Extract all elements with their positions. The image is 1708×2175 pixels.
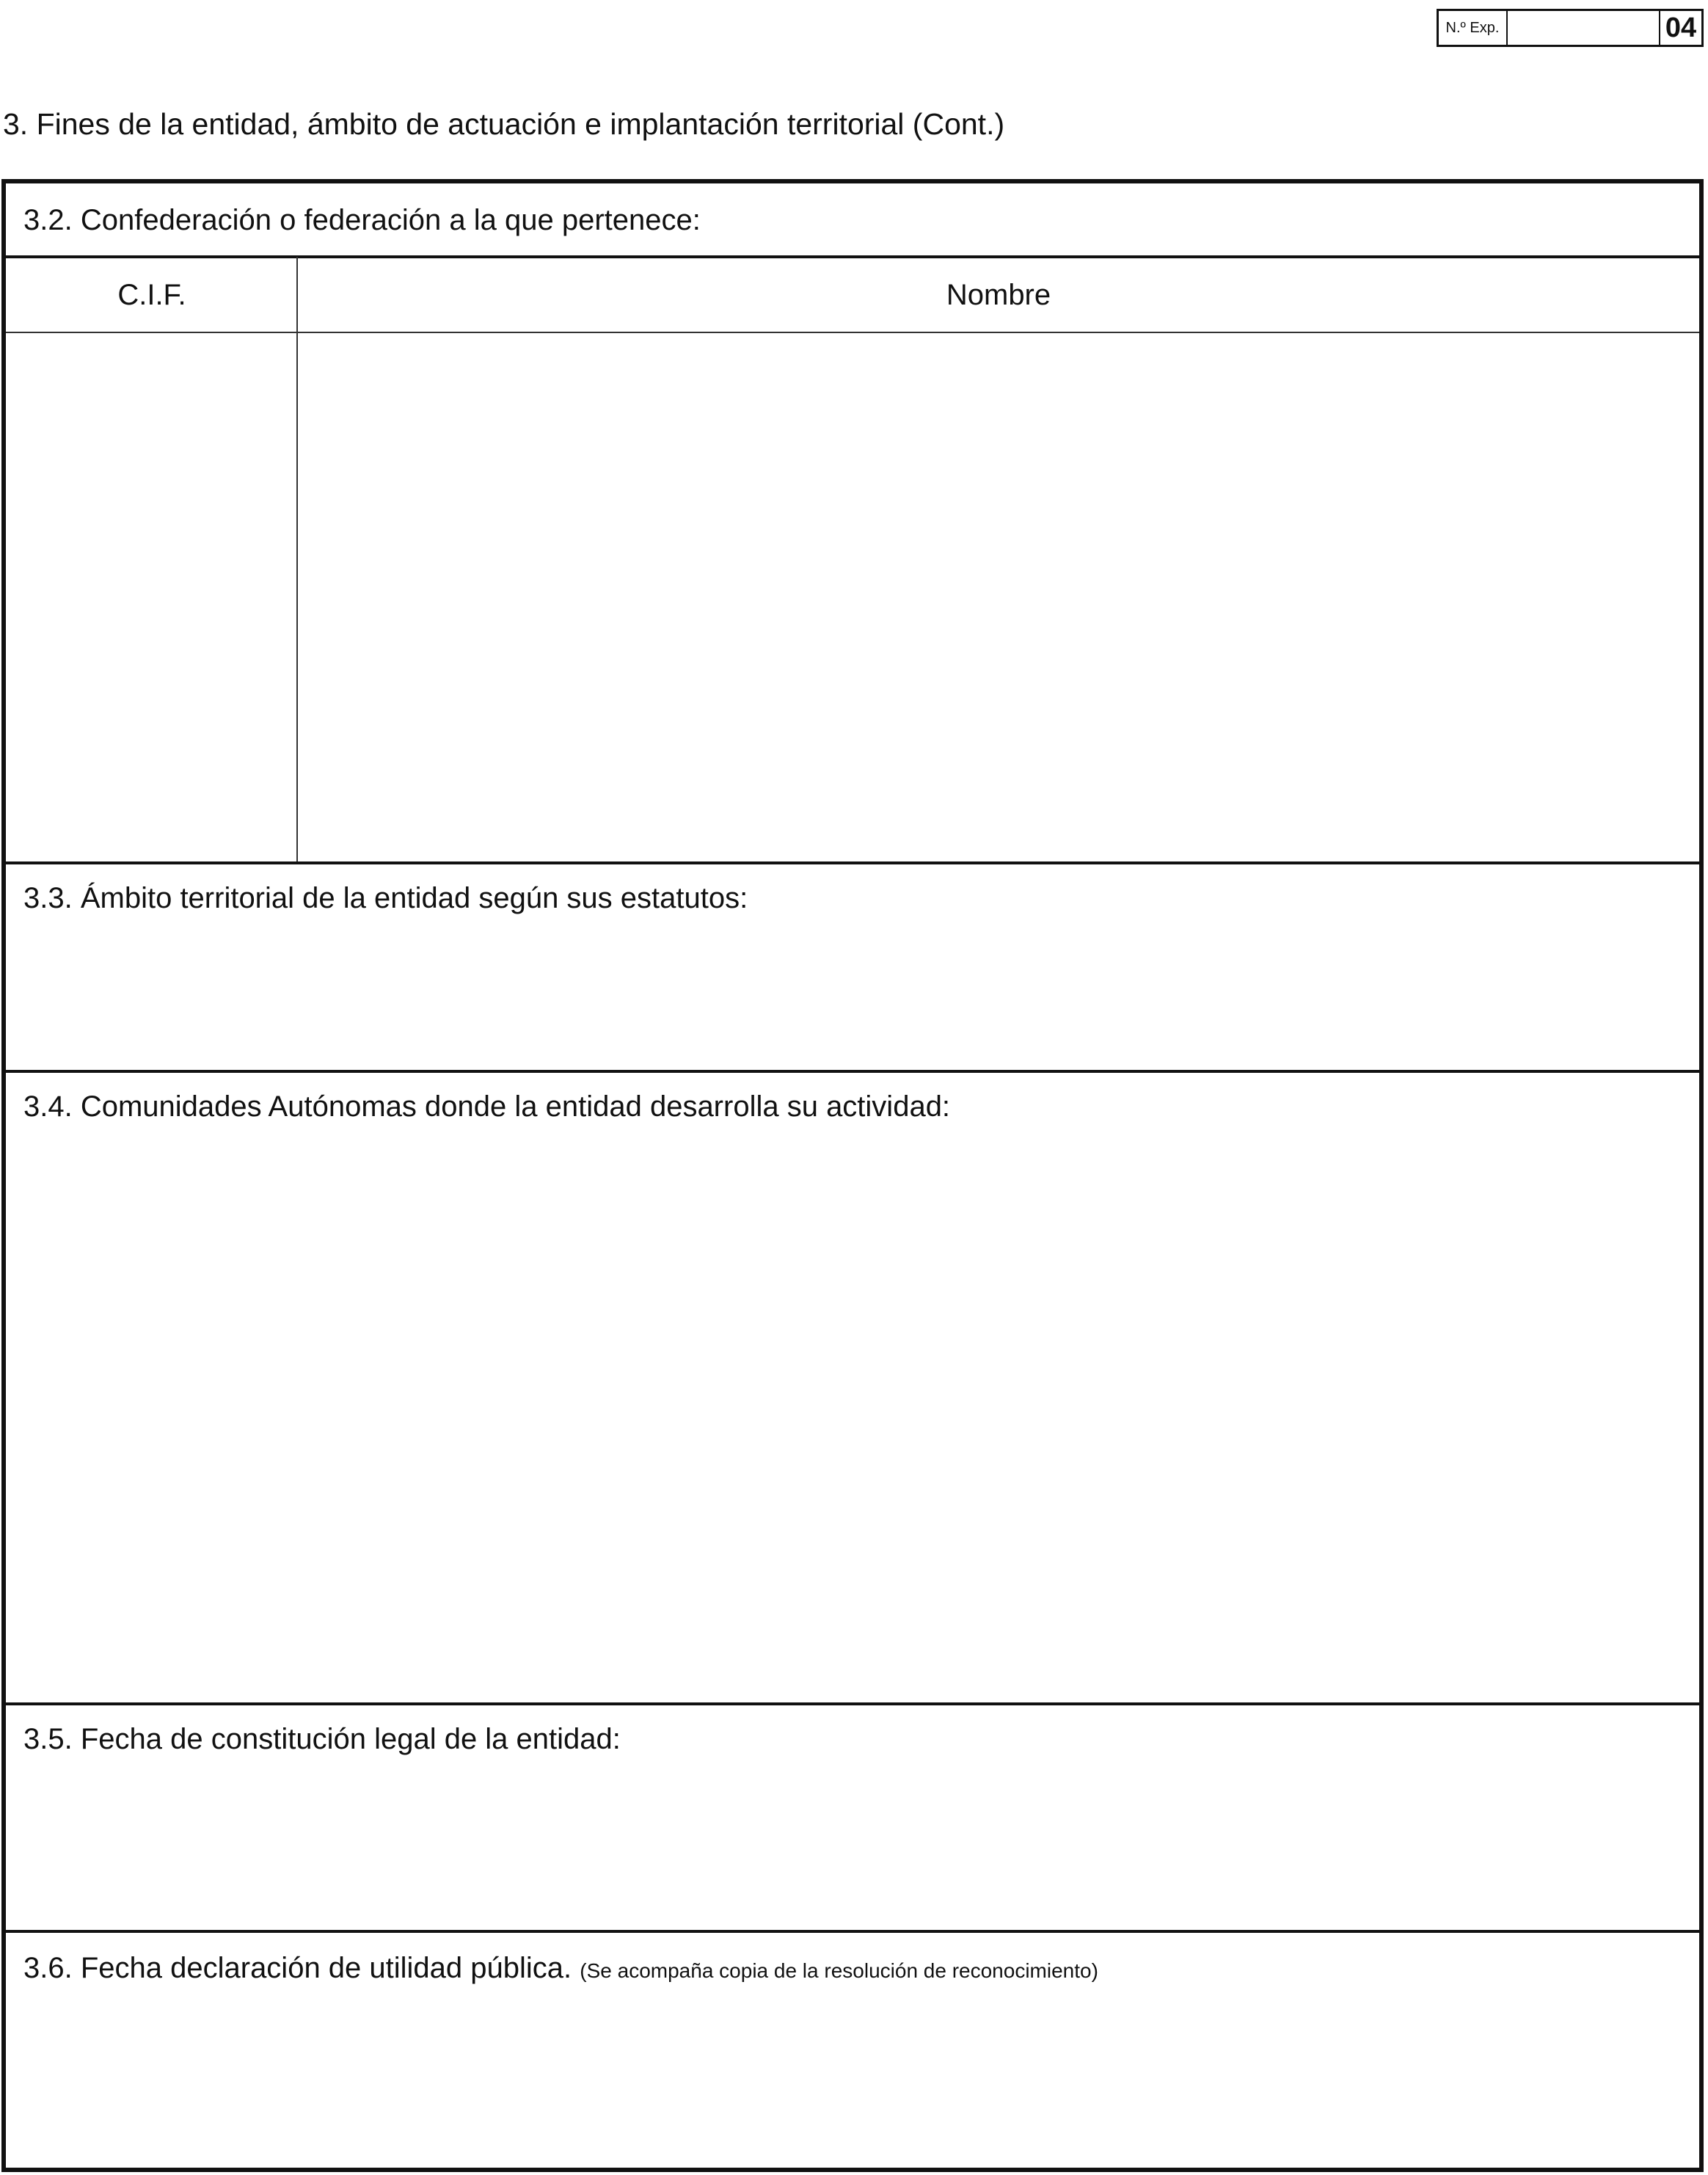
comunidades-autonomas-label: 3.4. Comunidades Autónomas donde la entidad desarrolla su actividad:: [23, 1090, 951, 1123]
comunidades-autonomas-field[interactable]: [6, 1140, 1699, 1701]
utilidad-publica-label-text: 3.6. Fecha declaración de utilidad pública.: [23, 1952, 572, 1984]
fecha-constitucion-label: 3.5. Fecha de constitución legal de la entidad:: [23, 1723, 621, 1755]
ambito-territorial-label: 3.3. Ámbito territorial de la entidad según sus estatutos:: [23, 882, 748, 914]
divider: [6, 1930, 1699, 1933]
divider: [6, 255, 1699, 258]
divider: [6, 1702, 1699, 1705]
cif-field[interactable]: [6, 333, 295, 860]
divider: [6, 861, 1699, 864]
cif-column-header: C.I.F.: [117, 279, 186, 311]
page-code: 04: [1665, 12, 1697, 43]
nombre-field[interactable]: [299, 333, 1699, 860]
ambito-territorial-field[interactable]: [6, 932, 1699, 1068]
form-table: [1, 179, 1704, 2172]
expediente-label: N.º Exp.: [1439, 11, 1508, 45]
column-divider: [296, 257, 298, 861]
expediente-number-field[interactable]: [1508, 11, 1660, 45]
utilidad-publica-field[interactable]: [6, 2002, 1699, 2166]
utilidad-publica-note: (Se acompaña copia de la resolución de reconocimiento): [580, 1959, 1098, 1982]
page-title: 3. Fines de la entidad, ámbito de actuación e implantación territorial (Cont.): [3, 107, 1005, 141]
confederacion-label: 3.2. Confederación o federación a la que pertenece:: [23, 204, 701, 236]
fecha-constitucion-field[interactable]: [6, 1773, 1699, 1928]
divider: [6, 1070, 1699, 1073]
nombre-column-header: Nombre: [946, 279, 1051, 311]
utilidad-publica-label: [23, 1952, 1098, 1985]
expediente-box: [1437, 9, 1704, 47]
